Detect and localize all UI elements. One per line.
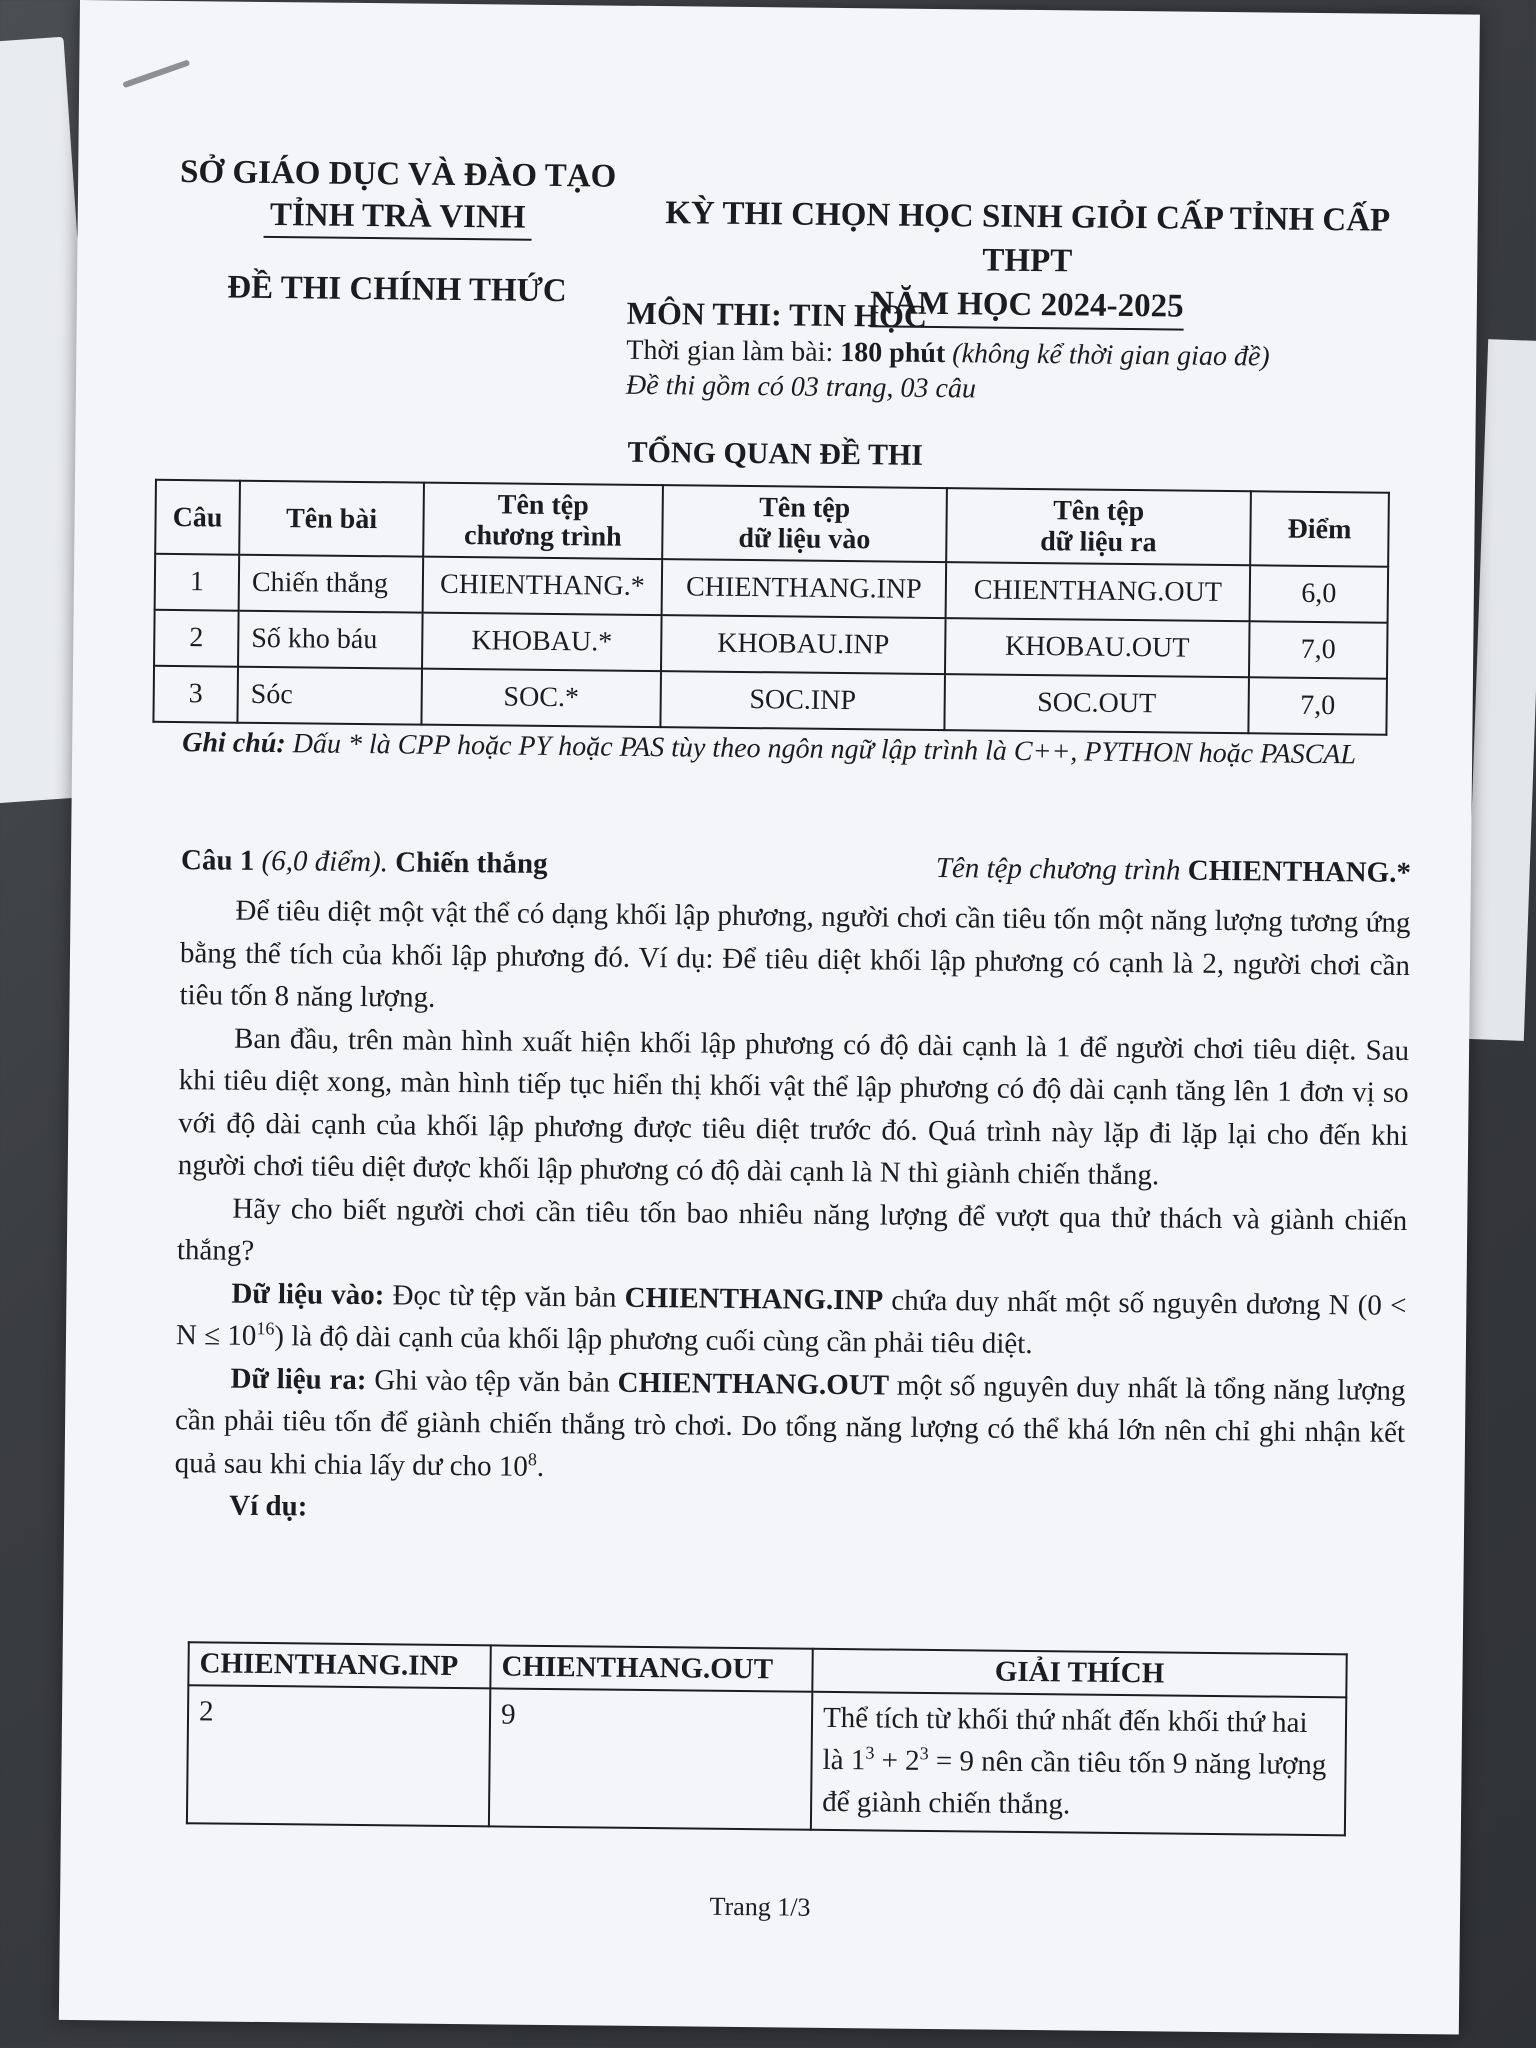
table-row: 3 Sóc SOC.* SOC.INP SOC.OUT 7,0 <box>153 666 1387 735</box>
col-prog: Tên tệp chương trình <box>423 483 663 559</box>
overview-title: TỔNG QUAN ĐỀ THI <box>627 435 924 472</box>
question1-body <box>174 889 1411 1539</box>
question-points: (6,0 điểm). <box>254 844 389 879</box>
input-spec: Dữ liệu vào: Đọc từ tệp văn bản CHIENTHANG.INP chứa duy nhất một số nguyên dương N $(0 < N \le 10^{16})$ là độ dài cạnh của khối lập phương cuối cùng cần phải tiêu diệt. <box>175 1277 1407 1361</box>
organization-header <box>178 151 619 242</box>
subject-title: MÔN THI: TIN HỌC <box>626 294 928 334</box>
table-row: 2 Số kho báu KHOBAU.* KHOBAU.INP KHOBAU.OUT 7,0 <box>154 610 1388 679</box>
example-label: Ví dụ: <box>229 1489 308 1523</box>
pages-note: Đề thi gồm có 03 trang, 03 câu <box>625 369 977 405</box>
example-input: 2 <box>187 1685 490 1826</box>
question-label: Câu 1 <box>180 844 255 877</box>
question-name: Chiến thắng <box>387 846 548 880</box>
example-col-explain: GIẢI THÍCH <box>812 1649 1346 1698</box>
exam-year: NĂM HỌC 2024-2025 <box>870 281 1184 330</box>
time-value: 180 phút <box>840 336 946 370</box>
col-out: Tên tệp dữ liệu ra <box>946 488 1251 565</box>
org-line2: TỈNH TRÀ VINH <box>264 194 532 241</box>
org-line1: SỞ GIÁO DỤC VÀ ĐÀO TẠO <box>179 154 617 195</box>
paragraph-1: Để tiêu diệt một vật thể có dạng khối lập phương, người chơi cần tiêu tốn một năng lượng tương ứng bằng thể tích của khối lập phương đó. Ví dụ: Để tiêu diệt khối lập phương có cạnh là 2, người chơi cần tiêu tốn 8 năng lượng. <box>179 894 1411 1014</box>
col-diem: Điểm <box>1250 491 1389 566</box>
col-ten-bai: Tên bài <box>239 481 424 557</box>
example-table <box>186 1641 1348 1836</box>
example-output: 9 <box>489 1688 812 1829</box>
staple-icon <box>122 59 190 88</box>
program-file: Tên tệp chương trình CHIENTHANG.* <box>935 852 1412 889</box>
exam-title: KỲ THI CHỌN HỌC SINH GIỎI CẤP TỈNH CẤP THPT <box>665 195 1391 280</box>
col-cau: Câu <box>155 480 240 555</box>
paragraph-2: Ban đầu, trên màn hình xuất hiện khối lập phương có độ dài cạnh là 1 để người chơi tiêu diệt. Sau khi tiêu diệt xong, màn hình tiếp tục hiển thị khối vật thể lập phương có độ dài cạnh tăng lên 1 đơn vị so với độ dài cạnh của khối lập phương được tiêu diệt trước đó. Quá trình này lặp đi lặp lại cho đến khi người chơi tiêu diệt được khối lập phương có độ dài cạnh là N thì giành chiến thắng. <box>177 1022 1410 1192</box>
subject-block <box>626 296 1270 410</box>
paragraph-3: Hãy cho biết người chơi cần tiêu tốn bao nhiêu năng lượng để vượt qua thử thách và giành chiến thắng? <box>176 1192 1408 1267</box>
official-label: ĐỀ THI CHÍNH THỨC <box>227 269 567 310</box>
example-col-inp: CHIENTHANG.INP <box>188 1642 490 1688</box>
table-row <box>187 1685 1346 1835</box>
exam-paper <box>59 0 1480 2035</box>
page-number: Trang 1/3 <box>709 1891 811 1922</box>
overview-header-row <box>155 480 1389 567</box>
example-explanation: Thể tích từ khối thứ nhất đến khối thứ hai là $1^3 + 2^3 = 9$ nên cần tiêu tốn 9 năng lượng để giành chiến thắng. <box>811 1692 1346 1836</box>
output-spec: Dữ liệu ra: Ghi vào tệp văn bản CHIENTHANG.OUT một số nguyên duy nhất là tổng năng lượng cần phải tiêu tốn để giành chiến thắng trò chơi. Do tổng năng lượng có thể khá lớn nên chỉ ghi nhận kết quả sau khi chia lấy dư cho $10^8$. <box>174 1362 1406 1483</box>
table-row: 1 Chiến thắng CHIENTHANG.* CHIENTHANG.INP CHIENTHANG.OUT 6,0 <box>155 554 1389 623</box>
example-col-out: CHIENTHANG.OUT <box>490 1645 812 1691</box>
overview-table <box>152 479 1389 736</box>
col-inp: Tên tệp dữ liệu vào <box>662 485 947 562</box>
time-line: Thời gian làm bài: 180 phút (không kể thời gian giao đề) <box>626 334 1270 373</box>
question1-heading <box>181 844 1411 890</box>
time-note: (không kể thời gian giao đề) <box>945 338 1270 373</box>
overview-note: Ghi chú: Dấu * là CPP hoặc PY hoặc PAS tùy theo ngôn ngữ lập trình là C++, PYTHON hoặc PASCAL <box>182 727 1357 771</box>
